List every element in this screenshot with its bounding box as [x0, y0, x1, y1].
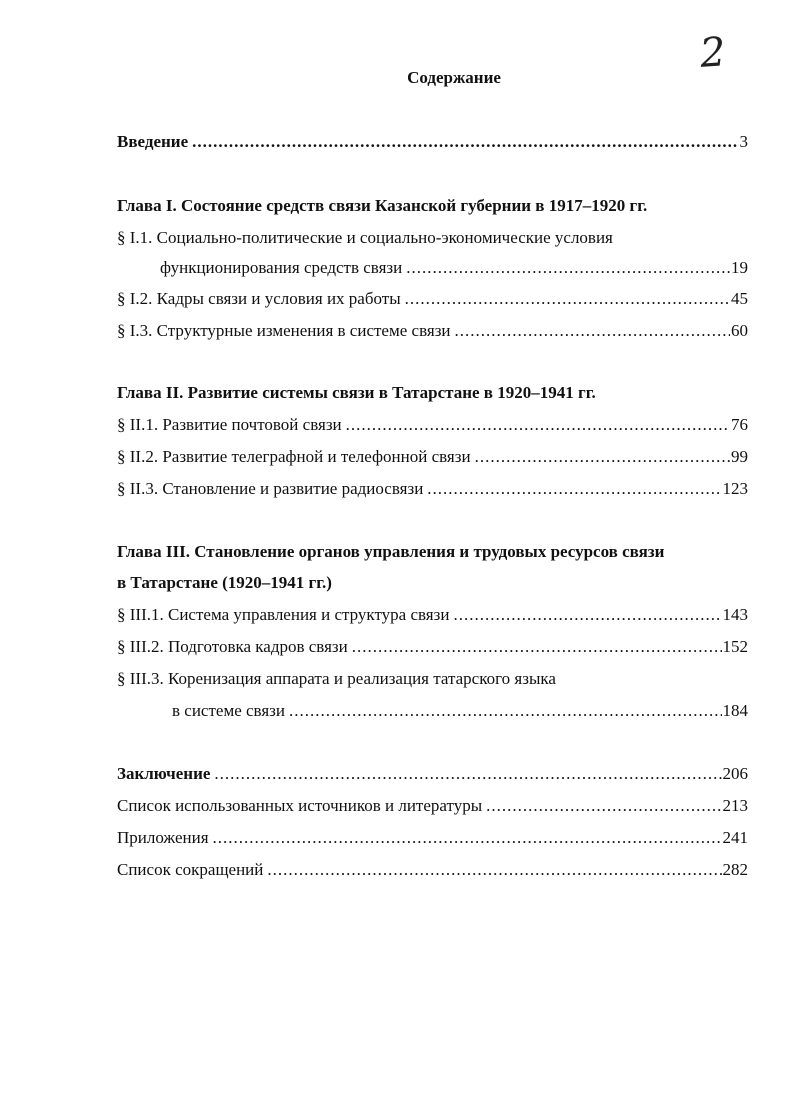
toc-entry-label: § II.3. Становление и развитие радиосвязи	[117, 479, 424, 498]
section-3-3-line1: § III.3. Коренизация аппарата и реализация татарского языка	[117, 669, 556, 688]
toc-entry-section-3-2	[117, 636, 748, 658]
toc-page-number: 184	[722, 701, 748, 720]
toc-page-number: 45	[731, 289, 748, 308]
toc-page-number: 206	[722, 764, 748, 783]
dot-leader	[289, 700, 722, 722]
dot-leader	[427, 478, 721, 500]
chapter-1-heading: Глава I. Состояние средств связи Казанской губернии в 1917–1920 гг.	[117, 196, 648, 215]
toc-entry-conclusion	[117, 763, 748, 785]
toc-entry-label: § II.1. Развитие почтовой связи	[117, 415, 342, 434]
chapter-3-heading-line2: в Татарстане (1920–1941 гг.)	[117, 573, 332, 592]
toc-entry-section-3-1	[117, 604, 748, 626]
dot-leader	[346, 414, 730, 436]
toc-entry-section-3-3	[172, 700, 748, 722]
toc-entry-sources	[117, 795, 748, 817]
dot-leader	[214, 763, 721, 785]
toc-page-number: 123	[722, 479, 748, 498]
chapter-3-heading-line1: Глава III. Становление органов управления и трудовых ресурсов связи	[117, 542, 665, 561]
toc-entry-section-1-3	[117, 320, 748, 342]
toc-entry-section-2-2	[117, 446, 748, 468]
toc-entry-label: § I.3. Структурные изменения в системе связи	[117, 321, 451, 340]
toc-page-number: 60	[731, 321, 748, 340]
toc-entry-label: § III.2. Подготовка кадров связи	[117, 637, 348, 656]
toc-entry-label: Приложения	[117, 828, 209, 847]
dot-leader	[486, 795, 721, 817]
handwritten-page-number: 2	[698, 29, 728, 77]
toc-entry-label: Введение	[117, 132, 189, 151]
toc-entry-label: § I.2. Кадры связи и условия их работы	[117, 289, 401, 308]
dot-leader	[405, 288, 730, 310]
toc-page-number: 99	[731, 447, 748, 466]
toc-entry-appendices	[117, 827, 748, 849]
dot-leader	[352, 636, 722, 658]
chapter-2-heading: Глава II. Развитие системы связи в Татарстане в 1920–1941 гг.	[117, 383, 596, 402]
toc-entry-label: § III.1. Система управления и структура связи	[117, 605, 450, 624]
toc-entry-label: Список сокращений	[117, 860, 264, 879]
toc-entry-label: в системе связи	[172, 701, 285, 720]
toc-page-number: 152	[722, 637, 748, 656]
toc-entry-intro	[117, 131, 748, 153]
page-title: Содержание	[407, 68, 501, 87]
toc-page-number: 3	[739, 132, 748, 151]
toc-entry-section-2-3	[117, 478, 748, 500]
dot-leader	[475, 446, 730, 468]
toc-entry-label: Заключение	[117, 764, 211, 783]
toc-page-number: 241	[722, 828, 748, 847]
dot-leader	[267, 859, 721, 881]
toc-page-number: 143	[722, 605, 748, 624]
toc-entry-section-1-1	[160, 257, 748, 279]
toc-page-number: 76	[731, 415, 748, 434]
dot-leader	[455, 320, 730, 342]
toc-page-number: 19	[731, 258, 748, 277]
dot-leader	[192, 131, 738, 153]
toc-entry-section-1-2	[117, 288, 748, 310]
toc-entry-section-2-1	[117, 414, 748, 436]
toc-entry-label: функционирования средств связи	[160, 258, 403, 277]
dot-leader	[453, 604, 721, 626]
toc-page-number: 213	[722, 796, 748, 815]
dot-leader	[213, 827, 722, 849]
section-1-1-line1: § I.1. Социально-политические и социально-экономические условия	[117, 228, 613, 247]
toc-entry-label: Список использованных источников и литературы	[117, 796, 483, 815]
dot-leader	[406, 257, 730, 279]
toc-entry-abbreviations	[117, 859, 748, 881]
toc-page-number: 282	[722, 860, 748, 879]
toc-entry-label: § II.2. Развитие телеграфной и телефонной связи	[117, 447, 471, 466]
